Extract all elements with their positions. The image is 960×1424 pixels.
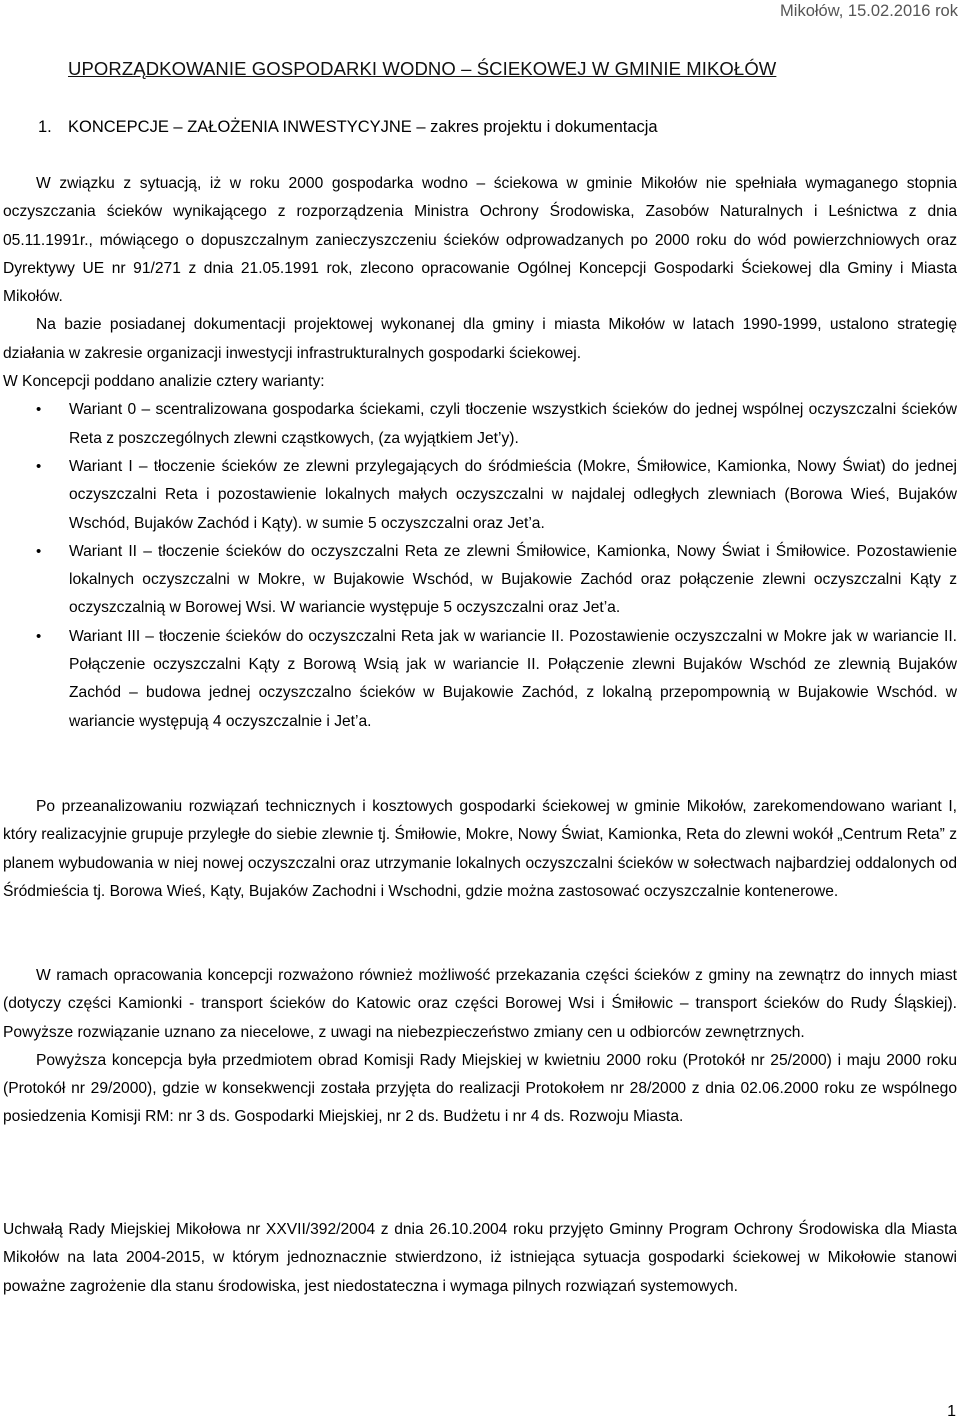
section-heading-text: KONCEPCJE – ZAŁOŻENIA INWESTYCYJNE – zakres projektu i dokumentacja (68, 118, 658, 136)
paragraph-variants-intro: W Koncepcji poddano analizie cztery warianty: (3, 373, 325, 391)
paragraph-recommendation: Po przeanalizowaniu rozwiązań technicznych i kosztowych gospodarki ściekowej w gminie Mikołów, zarekomendowano wariant I, który realizacyjnie grupuje przyległe do siebie zlewnie tj. Śmiłowie, Mokre, Nowy Świat, Kamionka, Reta do zlewni wokół „Centrum Reta” z planem wybudowania w niej nowej oczyszczalni oraz utrzymanie lokalnych oczyszczalni ścieków w sołectwach najbardziej oddalonych od Śródmieścia tj. Borowa Wieś, Kąty, Bujaków Zachodni i Wschodni, gdzie można zastosować oczyszczalnie kontenerowe. (3, 798, 957, 900)
variant-text: Wariant III – tłoczenie ścieków do oczyszczalni Reta jak w wariancie II. Pozostawienie oczyszczalni w Mokre jak w wariancie II. Połączenie oczyszczalni Kąty z Borową Wsią jak w wariancie II. Połączenie zlewni Bujaków Wschód ze zlewnią Bujaków Zachód – budowa jednej oczyszczalno ścieków w Bujakowie Zachód, z lokalną przepompownią w Bujakowie Wschód. w wariancie występują 4 oczyszczalnie i Jet’a. (69, 627, 957, 730)
paragraph-resolution: Uchwałą Rady Miejskiej Mikołowa nr XXVII/392/2004 z dnia 26.10.2004 roku przyjęto Gminny Program Ochrony Środowiska dla Miasta Mikołów na lata 2004-2015, w którym jednoznacznie stwierdzono, iż istniejąca sytuacja gospodarki ściekowej w Mikołowie stanowi poważne zagrożenie dla stanu środowiska, jest niedostateczna i wymaga pilnych rozwiązań systemowych. (3, 1221, 957, 1295)
body-block-3 (3, 962, 957, 1132)
paragraph-intro: W związku z sytuacją, iż w roku 2000 gospodarka wodno – ściekowa w gminie Mikołów nie spełniała wymaganego stopnia oczyszczania ścieków wynikającego z rozporządzenia Ministra Ochrony Środowiska, Zasobów Naturalnych i Leśnictwa z dnia 05.11.1991r., mówiącego o dopuszczalnym zanieczyszczeniu ścieków odprowadzanych po 2000 roku do wód powierzchniowych oraz Dyrektywy UE nr 91/271 z dnia 21.05.1991 rok, zlecono opracowanie Ogólnej Koncepcji Gospodarki Ściekowej dla Gminy i Miasta Mikołów. (3, 175, 957, 306)
bullet-icon: • (36, 627, 42, 645)
list-item (3, 623, 957, 736)
body-block-1 (3, 170, 957, 736)
document-title: UPORZĄDKOWANIE GOSPODARKI WODNO – ŚCIEKOWEJ W GMINIE MIKOŁÓW (68, 58, 777, 79)
paragraph-council-approval: Powyższa koncepcja była przedmiotem obrad Komisji Rady Miejskiej w kwietniu 2000 roku (Protokół nr 25/2000) i maju 2000 roku (Protokół nr 29/2000), gdzie w konsekwencji została przyjęta do realizacji Protokołem nr 28/2000 z dnia 02.06.2000 roku ze wspólnego posiedzenia Komisji RM: nr 3 ds. Gospodarki Miejskiej, nr 2 ds. Budżetu i nr 4 ds. Rozwoju Miasta. (3, 1051, 957, 1126)
list-item (3, 538, 957, 623)
page-number: 1 (947, 1403, 956, 1420)
bullet-icon: • (36, 401, 42, 419)
variants-list (3, 396, 957, 736)
paragraph-strategy: Na bazie posiadanej dokumentacji projektowej wykonanej dla gminy i miasta Mikołów w latach 1990-1999, ustalono strategię działania w zakresie organizacji inwestycji infrastrukturalnych gospodarki ściekowej. (3, 316, 957, 362)
variant-text: Wariant 0 – scentralizowana gospodarka ściekami, czyli tłoczenie wszystkich ścieków do jednej wspólnej oczyszczalni ścieków Reta z poszczególnych zlewni cząstkowych, (za wyjątkiem Jet’y). (69, 401, 957, 447)
list-item (3, 396, 957, 453)
section-number: 1. (38, 118, 52, 136)
variant-text: Wariant II – tłoczenie ścieków do oczyszczalni Reta ze zlewni Śmiłowice, Kamionka, Nowy Świat i Śmiłowice. Pozostawienie lokalnych oczyszczalni w Mokre, w Bujakowie Wschód, w Bujakowie Zachód oraz połączenie zlewni oczyszczalni Kąty z oczyszczalnią w Borowej Wsi. W wariancie występuje 5 oczyszczalni oraz Jet’a. (69, 542, 957, 617)
bullet-icon: • (36, 457, 42, 475)
variant-text: Wariant I – tłoczenie ścieków ze zlewni przylegających do śródmieścia (Mokre, Śmiłowice, Kamionka, Nowy Świat) do jednej oczyszczalni Reta i pozostawienie lokalnych małych oczyszczalni w najdalej odległych zlewniach (Borowa Wieś, Bujaków Wschód, Bujaków Zachód i Kąty). w sumie 5 oczyszczalni oraz Jet’a. (69, 457, 957, 532)
document-date: Mikołów, 15.02.2016 rok (780, 2, 958, 20)
list-item (3, 453, 957, 538)
paragraph-external-transfer: W ramach opracowania koncepcji rozważono również możliwość przekazania części ścieków z gminy na zewnątrz do innych miast (dotyczy części Kamionki - transport ścieków do Katowic oraz części Borowej Wsi i Śmiłowic – transport ścieków do Rudy Śląskiej). Powyższe rozwiązanie uznano za niecelowe, z uwagi na niebezpieczeństwo zmiany cen u odbiorców zewnętrznych. (3, 967, 957, 1041)
body-block-2 (3, 793, 957, 906)
section-heading (38, 116, 658, 138)
body-block-4 (3, 1216, 957, 1301)
bullet-icon: • (36, 542, 42, 560)
